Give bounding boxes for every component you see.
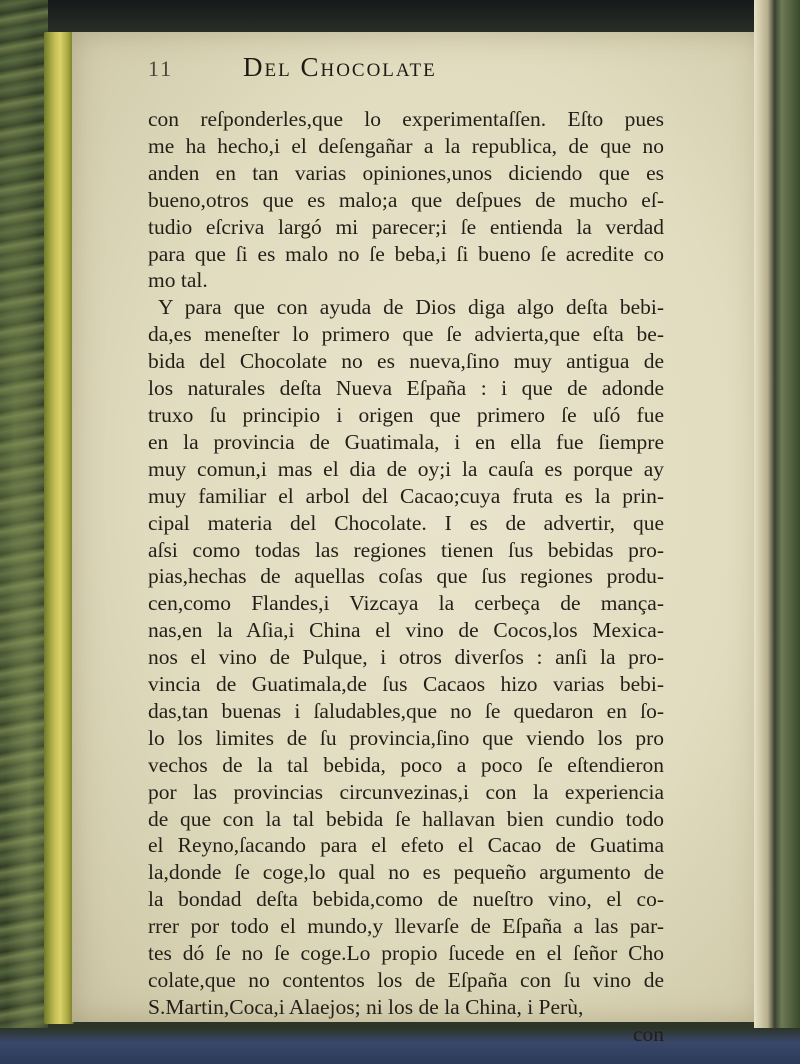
text-line: rrer por todo el mundo,y llevarſe de Eſpaña a las par- — [148, 914, 664, 939]
text-line: das,tan buenas i ſaludables,que no ſe quedaron en ſo- — [148, 698, 664, 723]
left-cover-edge — [0, 0, 48, 1064]
text-line: colate,que no contentos los de Eſpaña con ſu vino de — [148, 968, 664, 992]
page-content — [148, 50, 738, 1047]
gilt-page-edge — [44, 32, 74, 1024]
text-line: por las provincias circunvezinas,i con la experiencia — [148, 779, 664, 804]
body-text — [148, 106, 738, 1021]
text-line: truxo ſu principio i origen que primero ſe uſó fue — [148, 402, 664, 427]
text-line: con reſponderles,que lo experimentaſſen. Eſto pues — [148, 107, 664, 131]
text-line: lo los limites de ſu provincia,ſino que viendo los pro — [148, 725, 664, 750]
text-line: en la provincia de Guatimala, i en ella fue ſiempre — [148, 429, 664, 454]
text-line: vechos de la tal bebida, poco a poco ſe eſtendieron — [148, 752, 664, 777]
text-line: anden en tan varias opiniones,unos diciendo que es — [148, 160, 664, 185]
text-line: me ha hecho,i el deſengañar a la republica, de que no — [148, 133, 664, 158]
scan-top-edge — [0, 0, 800, 36]
text-line: nos el vino de Pulque, i otros diverſos : anſi la pro- — [148, 645, 664, 670]
text-line: Y para que con ayuda de Dios diga algo deſta bebi- — [158, 295, 664, 320]
text-line: bueno,otros que es malo;a que deſpues de mucho eſ- — [148, 187, 664, 212]
text-line: el Reyno,ſacando para el efeto el Cacao de Guatima — [148, 833, 664, 858]
text-line: muy comun,i mas el dia de oy;i la cauſa es porque ay — [148, 456, 664, 481]
text-line: pias,hechas de aquellas coſas que ſus regiones produ- — [148, 564, 664, 589]
text-line: tudio eſcriva largó mi parecer;i ſe entienda la verdad — [148, 214, 664, 239]
text-line: los naturales deſta Nueva Eſpaña : i que de adonde — [148, 376, 664, 401]
running-title: Del Chocolate — [243, 52, 437, 82]
text-line: da,es meneſter lo primero que ſe advierta,que eſta be- — [148, 322, 664, 347]
text-line: S.Martin,Coca,i Alaejos; ni los de la China, i Perù, — [148, 994, 584, 1019]
text-line: vincia de Guatimala,de ſus Cacaos hizo varias bebi- — [148, 672, 664, 697]
text-line: la,donde ſe coge,lo qual no es pequeño argumento de — [148, 860, 664, 885]
text-line: cen,como Flandes,i Vizcaya la cerbeça de mança- — [148, 591, 664, 616]
text-line: aſsi como todas las regiones tienen ſus bebidas pro- — [148, 537, 664, 562]
page-number: 11 — [148, 56, 174, 81]
right-binding-edge — [754, 0, 800, 1064]
text-line: tes dó ſe no ſe coge.Lo propio ſucede en el ſeñor Cho — [148, 941, 664, 966]
text-line: para que ſi es malo no ſe beba,i ſi bueno ſe acredite co — [148, 241, 664, 266]
catchword: con — [632, 1021, 664, 1046]
text-line: cipal materia del Chocolate. I es de advertir, que — [148, 510, 664, 535]
running-head — [148, 50, 738, 90]
text-line: nas,en la Aſia,i China el vino de Cocos,los Mexica- — [148, 618, 664, 643]
text-line: bida del Chocolate no es nueva,ſino muy antigua de — [148, 349, 664, 374]
text-line: muy familiar el arbol del Cacao;cuya fruta es la prin- — [148, 483, 664, 508]
text-line: de que con la tal bebida ſe hallavan bien cundio todo — [148, 806, 664, 831]
text-line: mo tal. — [148, 268, 208, 293]
text-line: la bondad deſta bebida,como de nueſtro vino, el co- — [148, 887, 664, 912]
